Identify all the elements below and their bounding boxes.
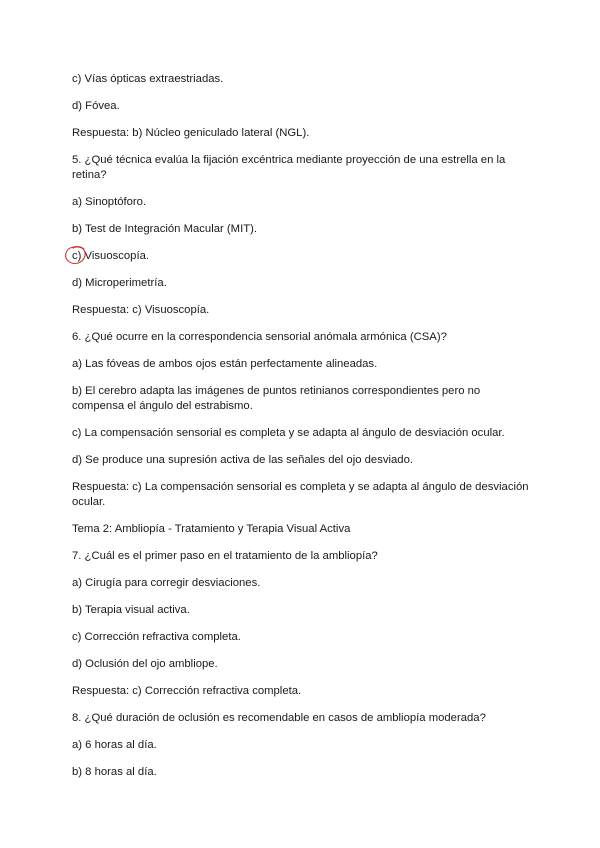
option-c-q6: c) La compensación sensorial es completa y se adapta al ángulo de desviación ocular. <box>72 427 505 439</box>
question-6: 6. ¿Qué ocurre en la correspondencia sensorial anómala armónica (CSA)? <box>72 331 447 343</box>
question-5: 5. ¿Qué técnica evalúa la fijación excéntrica mediante proyección de una estrella en la retina? <box>72 154 506 181</box>
option-a-q6: a) Las fóveas de ambos ojos están perfectamente alineadas. <box>72 358 378 370</box>
option-a-q5: a) Sinoptóforo. <box>72 196 147 208</box>
option-c-q5: c) Visuoscopía. <box>72 250 150 262</box>
option-c-q4: c) Vías ópticas extraestriadas. <box>72 73 224 85</box>
question-7: 7. ¿Cuál es el primer paso en el tratamiento de la ambliopía? <box>72 550 378 562</box>
option-b-q6: b) El cerebro adapta las imágenes de puntos retinianos correspondientes pero no compensa el ángulo del estrabismo. <box>72 385 481 412</box>
option-b-q5: b) Test de Integración Macular (MIT). <box>72 223 258 235</box>
answer-q4: Respuesta: b) Núcleo geniculado lateral (NGL). <box>72 127 310 139</box>
option-d-q6: d) Se produce una supresión activa de las señales del ojo desviado. <box>72 454 414 466</box>
answer-q7: Respuesta: c) Corrección refractiva completa. <box>72 685 302 697</box>
option-b-q7: b) Terapia visual activa. <box>72 604 190 616</box>
option-b-q8: b) 8 horas al día. <box>72 766 157 778</box>
question-8: 8. ¿Qué duración de oclusión es recomendable en casos de ambliopía moderada? <box>72 712 486 724</box>
option-a-q8: a) 6 horas al día. <box>72 739 157 751</box>
option-c-q7: c) Corrección refractiva completa. <box>72 631 241 643</box>
option-d-q5: d) Microperimetría. <box>72 277 167 289</box>
option-d-q7: d) Oclusión del ojo ambliope. <box>72 658 218 670</box>
option-a-q7: a) Cirugía para corregir desviaciones. <box>72 577 261 589</box>
option-d-q4: d) Fóvea. <box>72 100 120 112</box>
answer-q5: Respuesta: c) Visuoscopía. <box>72 304 210 316</box>
answer-q6: Respuesta: c) La compensación sensorial es completa y se adapta al ángulo de desviación ocular. <box>72 481 529 508</box>
circle-stroke <box>66 247 86 264</box>
section-heading-tema-2: Tema 2: Ambliopía - Tratamiento y Terapia Visual Activa <box>72 523 351 535</box>
handwritten-circle-annotation <box>62 243 92 269</box>
